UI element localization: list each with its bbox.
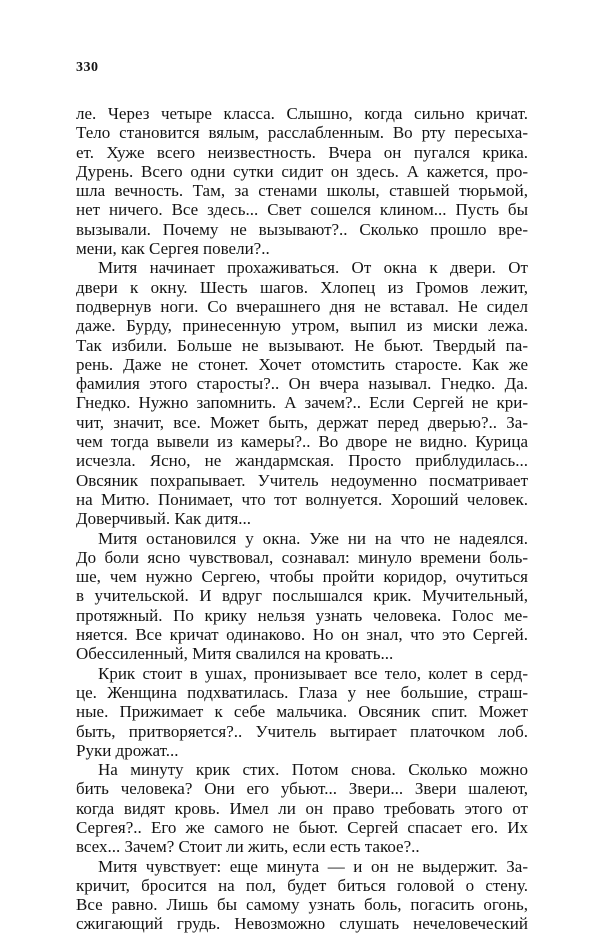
text-line: шла вечность. Там, за стенами школы, ставшей тюрьмой,	[76, 181, 528, 201]
text-line: когда видят кровь. Имел ли он право требовать этого от	[76, 798, 528, 818]
text-line: исчезла. Ясно, не жандармская. Просто приблудилась...	[76, 451, 528, 471]
text-line: Дурень. Всего одни сутки сидит он здесь. А кажется, про-	[76, 161, 528, 181]
text-line: ет. Хуже всего неизвестность. Вчера он пугался крика.	[76, 142, 528, 162]
text-line: Гнедко. Нужно запомнить. А зачем?.. Если Сергей не кри-	[76, 393, 528, 413]
text-line: До боли ясно чувствовал, сознавал: минуло времени боль-	[76, 547, 528, 567]
text-line: няется. Все кричат одинаково. Но он знал, что это Сергей.	[76, 625, 528, 645]
text-line: Все равно. Лишь бы самому узнать боль, погасить огонь,	[76, 895, 528, 915]
text-line: двери к окну. Шесть шагов. Хлопец из Громов лежит,	[76, 277, 528, 297]
text-line: нет ничего. Все здесь... Свет сошелся клином... Пусть бы	[76, 200, 528, 220]
text-line: рень. Даже не стонет. Хочет отомстить старосте. Как же	[76, 354, 528, 374]
page-number: 330	[76, 60, 99, 75]
text-line: Овсяник похрапывает. Учитель недоуменно посматривает	[76, 470, 528, 490]
text-line: в учительской. И вдруг послышался крик. Мучительный,	[76, 586, 528, 606]
text-line: Крик стоит в ушах, пронизывает все тело, колет в серд-	[98, 663, 528, 683]
text-line: протяжный. По крику нельзя узнать человека. Голос ме-	[76, 605, 528, 625]
text-line: кричит, бросится на пол, будет биться головой о стену.	[76, 875, 528, 895]
text-line: ле. Через четыре класса. Слышно, когда сильно кричат.	[76, 104, 528, 123]
text-line: даже. Бурду, принесенную утром, выпил из миски лежа.	[76, 316, 528, 336]
text-line: Так избили. Больше не вызывают. Не бьют. Твердый па-	[76, 335, 528, 355]
text-line: Митя начинает прохаживаться. От окна к двери. От	[98, 258, 528, 278]
text-line: ные. Прижимает к себе мальчика. Овсяник спит. Может	[76, 702, 528, 722]
text-line: Доверчивый. Как дитя...	[76, 509, 252, 529]
text-line: чем тогда вывели из камеры?.. Во дворе не видно. Курица	[76, 432, 528, 452]
text-line: фамилия этого старосты?.. Он вчера называл. Гнедко. Да.	[76, 374, 528, 394]
text-line: Митя чувствует: еще минута — и он не выдержит. За-	[98, 856, 528, 876]
text-line: мени, как Сергея повели?..	[76, 239, 270, 259]
text-line: Обессиленный, Митя свалился на кровать...	[76, 644, 394, 664]
text-line: ше, чем нужно Сергею, чтобы пройти коридор, очутиться	[76, 567, 528, 587]
text-line: На минуту крик стих. Потом снова. Сколько можно	[98, 760, 528, 780]
text-line: Митя остановился у окна. Уже ни на что не надеялся.	[98, 528, 528, 548]
body-text	[76, 104, 528, 934]
text-line: всех... Зачем? Стоит ли жить, если есть такое?..	[76, 837, 420, 857]
text-line: Руки дрожат...	[76, 740, 179, 760]
text-line: це. Женщина подхватилась. Глаза у нее большие, страш-	[76, 682, 528, 702]
text-line: Тело становится вялым, расслабленным. Во рту пересыха-	[76, 123, 528, 143]
text-line: Сергея?.. Его же самого не бьют. Сергей спасает его. Их	[76, 817, 528, 837]
text-line: быть, притворяется?.. Учитель вытирает платочком лоб.	[76, 721, 528, 741]
text-line: сжигающий грудь. Невозможно слушать нечеловеческий	[76, 914, 528, 934]
text-line: на Митю. Понимает, что тот волнуется. Хороший человек.	[76, 489, 528, 509]
text-line: чит, значит, все. Может быть, держат перед дверью?.. За-	[76, 412, 528, 432]
text-line: вызывали. Почему не вызывают?.. Сколько прошло вре-	[76, 219, 528, 239]
text-line: подвернув ноги. Со вчерашнего дня не вставал. Не сидел	[76, 296, 528, 316]
text-line: бить человека? Они его убьют... Звери... Звери шалеют,	[76, 779, 528, 799]
